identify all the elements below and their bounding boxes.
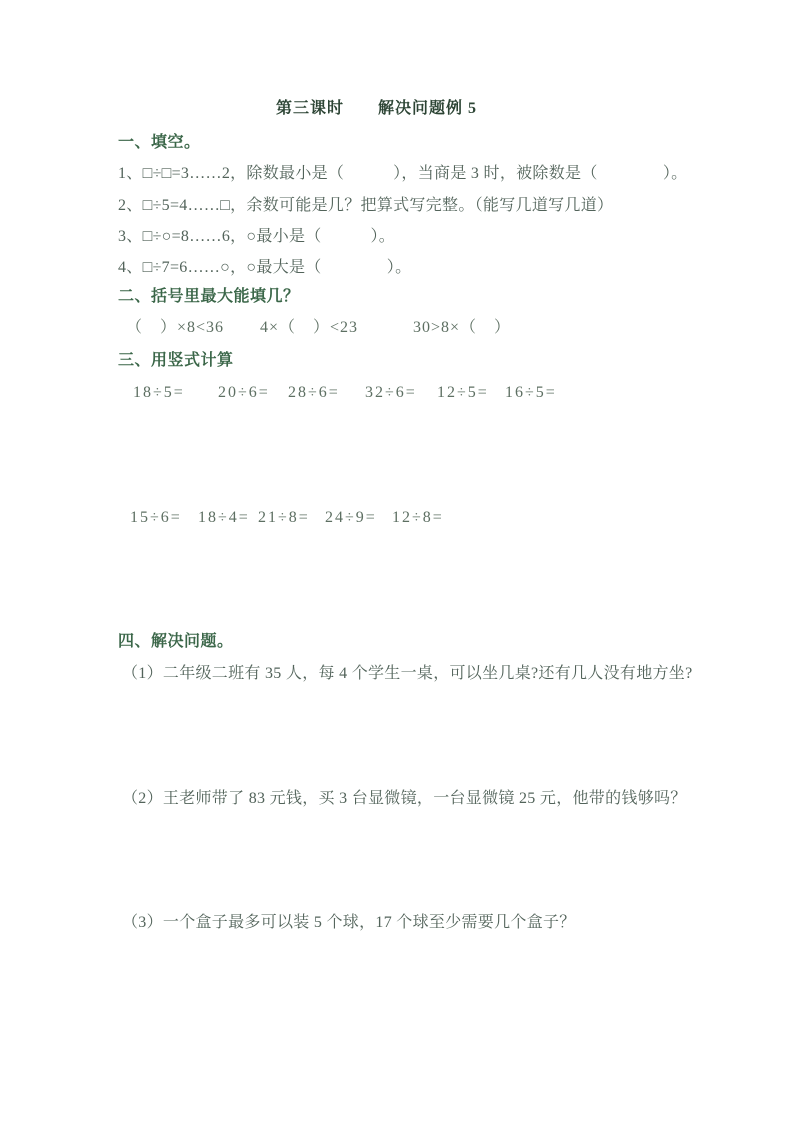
fill-blank-item-4: 4、□÷7=6……○，○最大是（ ）。 — [118, 259, 412, 276]
division-problem: 20÷6= — [218, 384, 270, 401]
word-problem-2: （2）王老师带了 83 元钱，买 3 台显微镜，一台显微镜 25 元，他带的钱够吗？ — [122, 790, 687, 807]
page-title: 第三课时 解决问题例 5 — [275, 100, 477, 117]
bracket-expression-3: 30>8×（ ） — [413, 319, 512, 336]
bracket-expression-2: 4×（ ）<23 — [260, 319, 359, 336]
section-4-heading: 四、解决问题。 — [118, 633, 234, 650]
bracket-expression-1: （ ）×8<36 — [126, 319, 225, 336]
fill-blank-item-1: 1、□÷□=3……2，除数最小是（ ），当商是 3 时，被除数是（ ）。 — [118, 165, 688, 182]
word-problem-1: （1）二年级二班有 35 人，每 4 个学生一桌，可以坐几桌?还有几人没有地方坐? — [122, 665, 693, 682]
division-problem: 12÷8= — [392, 509, 444, 526]
word-problem-3: （3）一个盒子最多可以装 5 个球，17 个球至少需要几个盒子？ — [122, 914, 576, 931]
division-problem: 21÷8= — [258, 509, 310, 526]
section-1-heading: 一、填空。 — [118, 134, 201, 151]
division-problem: 18÷4= — [198, 509, 250, 526]
fill-blank-item-3: 3、□÷○=8……6，○最小是（ ）。 — [118, 228, 396, 245]
fill-blank-item-2: 2、□÷5=4……□，余数可能是几？把算式写完整。（能写几道写几道） — [118, 197, 614, 214]
section-3-heading: 三、用竖式计算 — [118, 352, 234, 369]
division-problem: 24÷9= — [325, 509, 377, 526]
division-problem: 16÷5= — [505, 384, 557, 401]
division-problem: 12÷5= — [437, 384, 489, 401]
section-2-heading: 二、括号里最大能填几？ — [118, 288, 300, 305]
division-problem: 28÷6= — [288, 384, 340, 401]
division-problem: 32÷6= — [365, 384, 417, 401]
division-problem: 15÷6= — [130, 509, 182, 526]
division-problem: 18÷5= — [133, 384, 185, 401]
